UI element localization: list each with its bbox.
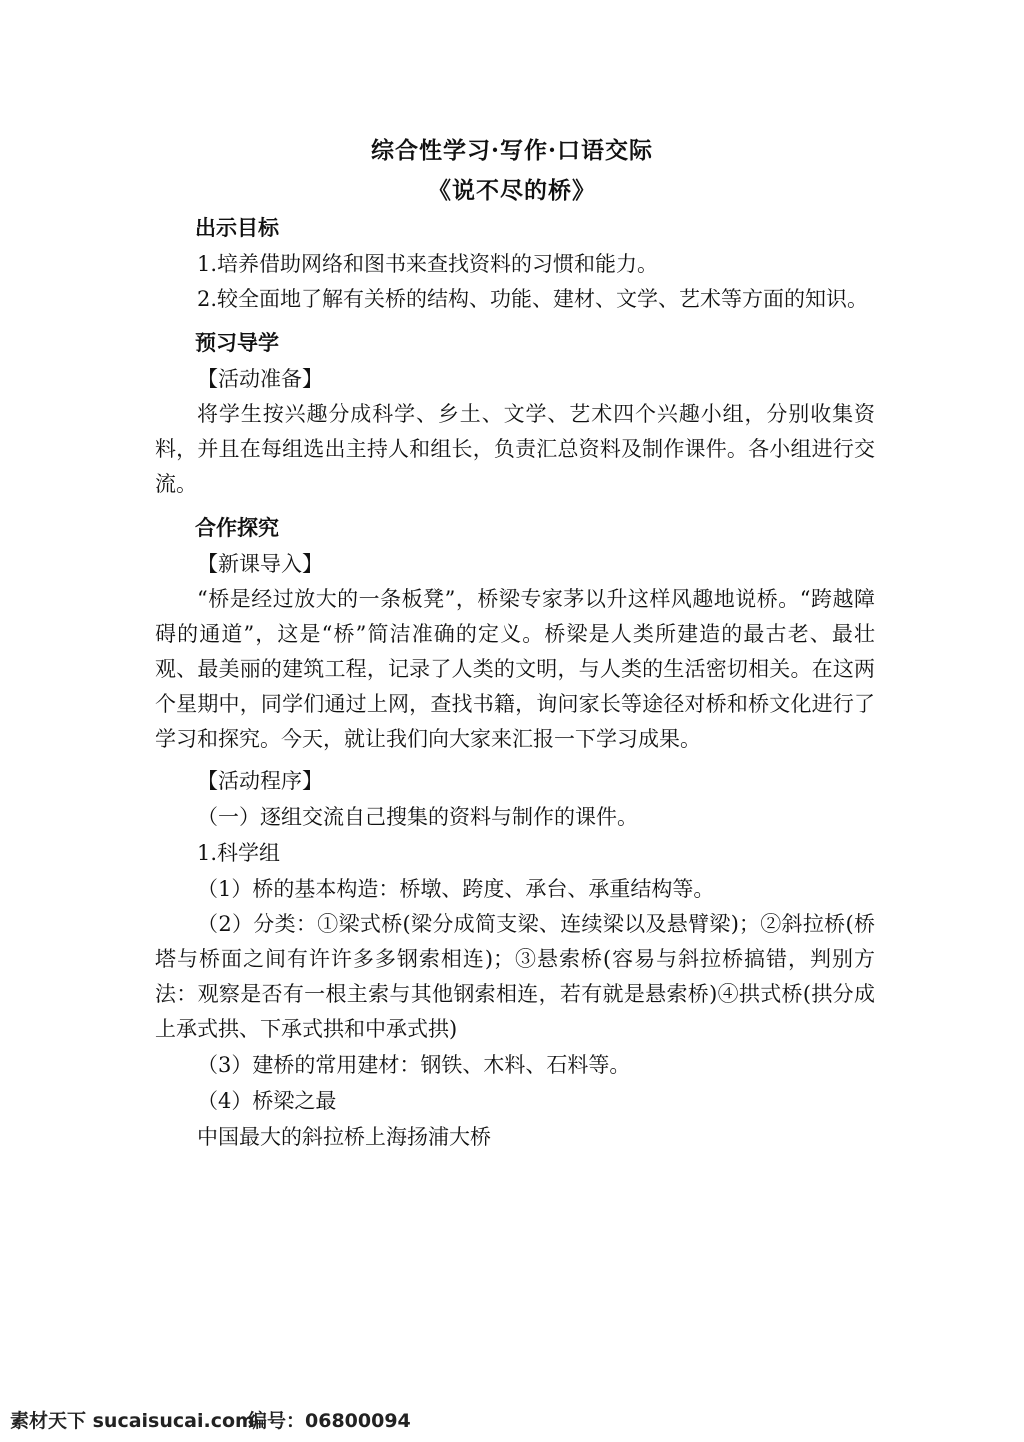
heading-preview: 预习导学 bbox=[195, 330, 279, 355]
watermark-bar bbox=[0, 1400, 1024, 1442]
heading-explore: 合作探究 bbox=[195, 515, 279, 540]
paragraph-new-lesson: “桥是经过放大的一条板凳”，桥梁专家茅以升这样风趣地说桥。“跨越障碍的通道”，这是“桥”简洁准确的定义。桥梁是人类所建造的最古老、最壮观、最美丽的建筑工程，记录了人类的文明，与人类的生活密切相关。在这两个星期中，同学们通过上网，查找书籍，询问家长等途径对桥和桥文化进行了学习和探究。今天，就让我们向大家来汇报一下学习成果。 bbox=[155, 587, 875, 751]
watermark-site: 素材天下 sucaisucai.com bbox=[10, 1410, 255, 1432]
document-subtitle: 《说不尽的桥》 bbox=[428, 177, 596, 204]
point-materials: （3）建桥的常用建材：钢铁、木料、石料等。 bbox=[197, 1053, 631, 1077]
goal-item-2: 2.较全面地了解有关桥的结构、功能、建材、文学、艺术等方面的知识。 bbox=[197, 287, 869, 311]
heading-goals: 出示目标 bbox=[195, 215, 279, 240]
point-records: （4）桥梁之最 bbox=[197, 1089, 337, 1113]
document-title: 综合性学习·写作·口语交际 bbox=[370, 137, 653, 164]
watermark-code: 编号：06800094 bbox=[248, 1410, 411, 1432]
point-classification: （2）分类：①梁式桥(梁分成简支梁、连续梁以及悬臂梁)；②斜拉桥(桥塔与桥面之间有许许多多钢索相连)；③悬索桥(容易与斜拉桥搞错，判别方法：观察是否有一根主索与其他钢索相连，若有就是悬索桥)④拱式桥(拱分成上承式拱、下承式拱和中承式拱) bbox=[155, 912, 875, 1041]
step-1: （一）逐组交流自己搜集的资料与制作的课件。 bbox=[197, 805, 638, 829]
document-body bbox=[155, 208, 875, 1155]
point-structure: （1）桥的基本构造：桥墩、跨度、承台、承重结构等。 bbox=[197, 877, 715, 901]
label-activity-prep: 【活动准备】 bbox=[197, 367, 323, 391]
label-new-lesson: 【新课导入】 bbox=[197, 552, 323, 576]
point-records-text: 中国最大的斜拉桥上海扬浦大桥 bbox=[197, 1125, 491, 1149]
label-activity-procedure: 【活动程序】 bbox=[197, 769, 323, 793]
group-science: 1.科学组 bbox=[197, 841, 281, 865]
goal-item-1: 1.培养借助网络和图书来查找资料的习惯和能力。 bbox=[197, 252, 659, 276]
paragraph-activity-prep: 将学生按兴趣分成科学、乡土、文学、艺术四个兴趣小组，分别收集资料，并且在每组选出主持人和组长，负责汇总资料及制作课件。各小组进行交流。 bbox=[155, 402, 875, 496]
